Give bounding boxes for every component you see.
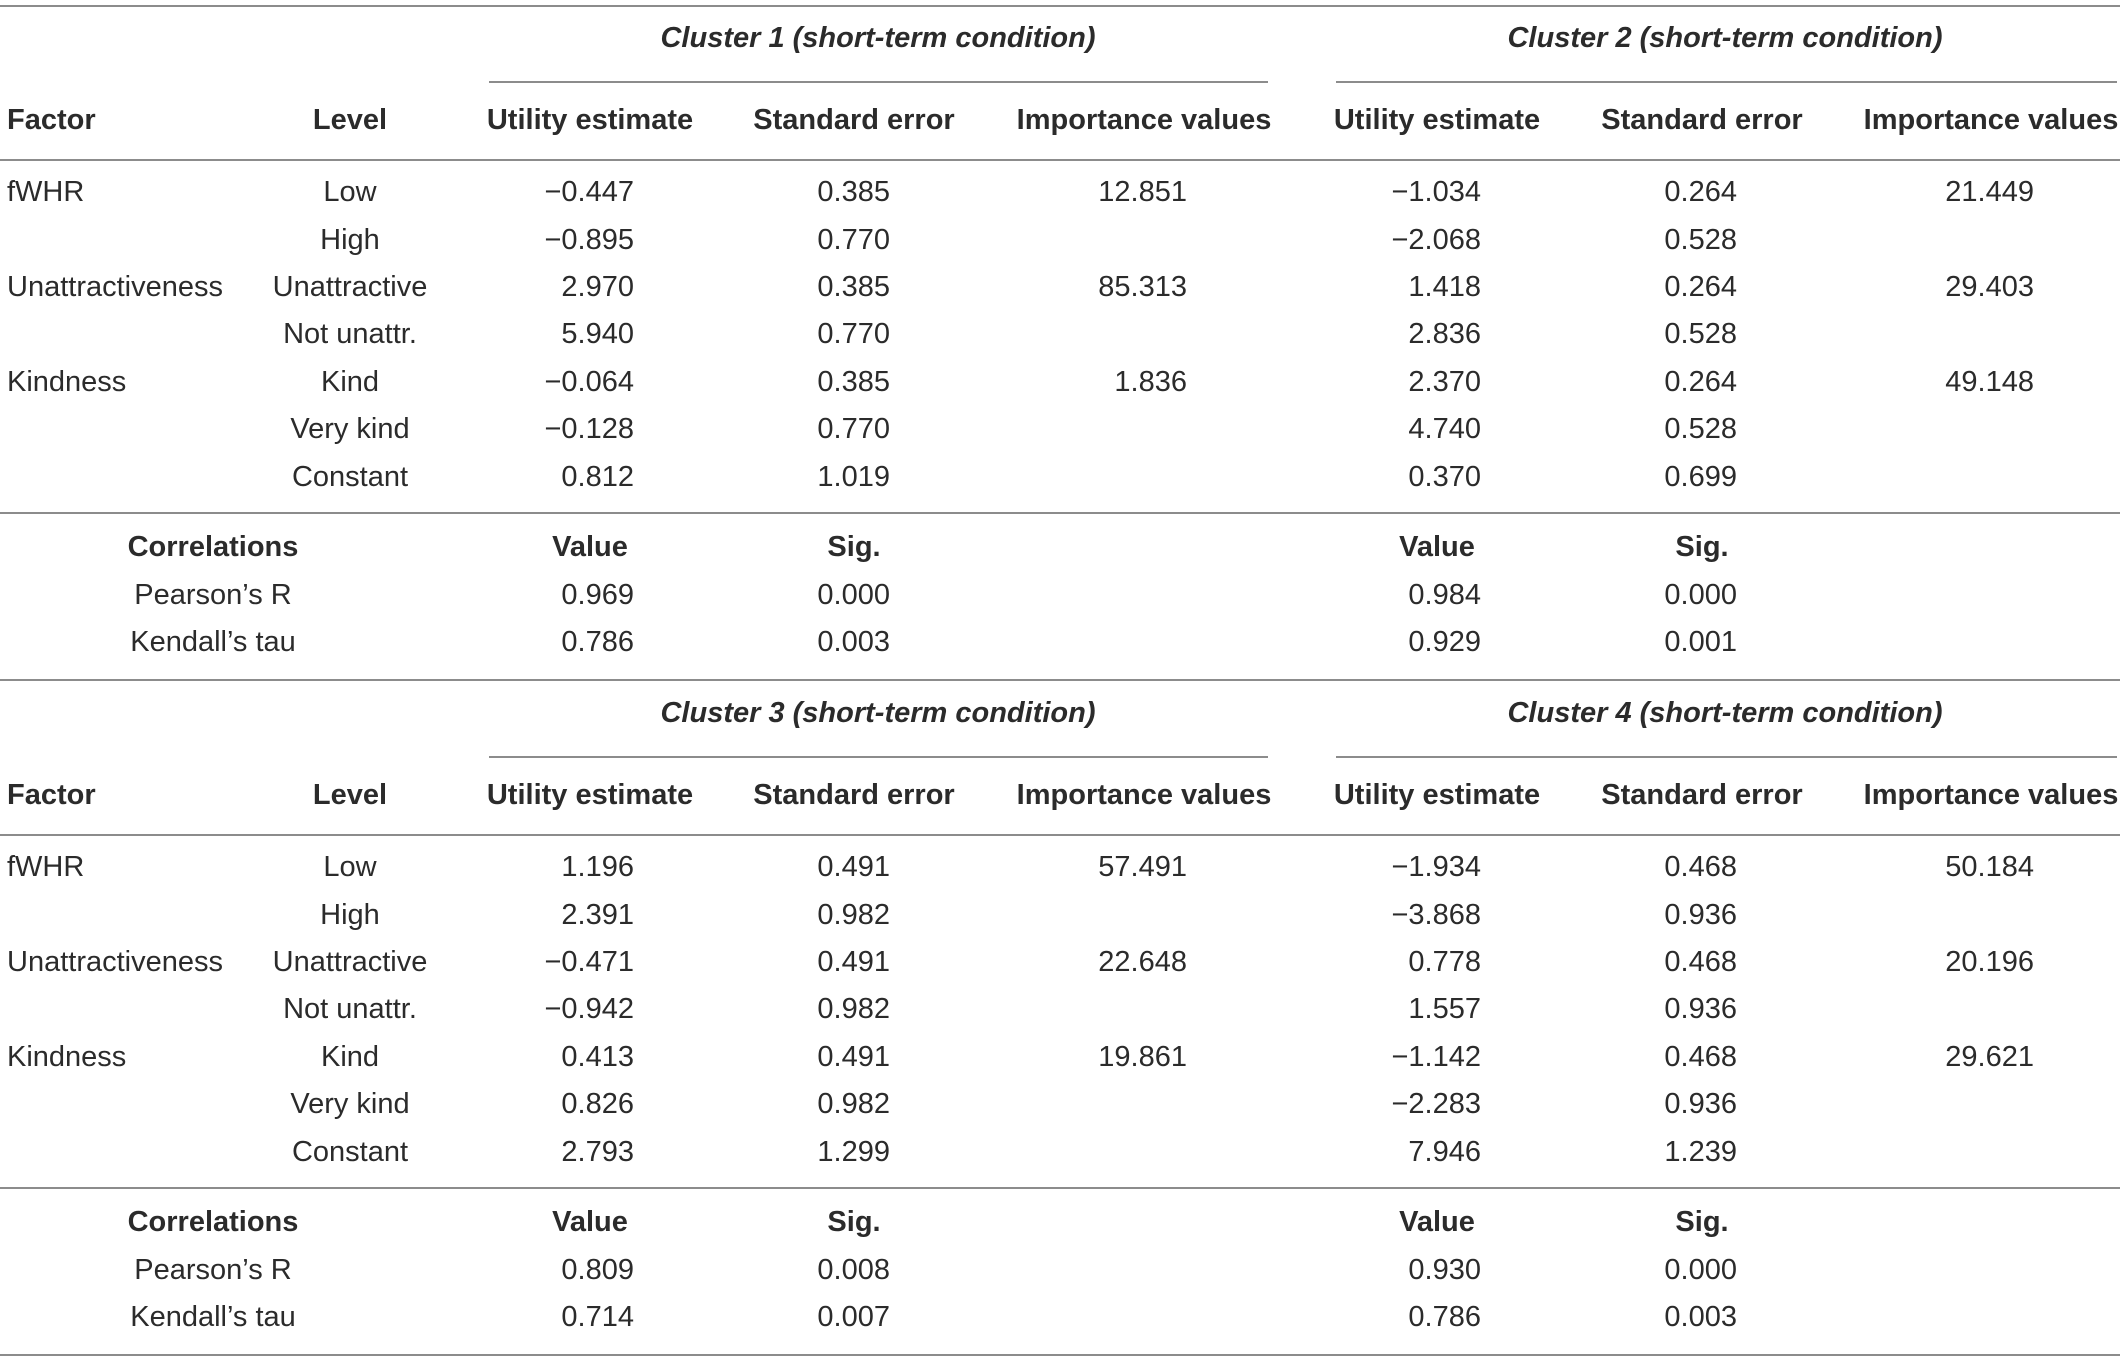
- factor-label: fWHR: [7, 851, 85, 883]
- level-label: Very kind: [290, 1088, 410, 1120]
- block-end-rule: [0, 679, 2120, 681]
- utility-value: 1.196: [561, 851, 634, 883]
- utility-value: 2.793: [561, 1136, 634, 1168]
- level-label: Kind: [320, 1041, 380, 1073]
- utility-value: −0.447: [544, 176, 634, 208]
- stderr-value: 1.239: [1664, 1136, 1737, 1168]
- header-level: Level: [312, 104, 388, 136]
- corr-sig-header: Sig.: [827, 531, 881, 563]
- stderr-value: 0.491: [817, 1041, 890, 1073]
- level-label: Not unattr.: [283, 993, 417, 1025]
- cluster-underline-right: [1336, 756, 2117, 758]
- stderr-value: 0.770: [817, 224, 890, 256]
- stderr-value: 0.936: [1664, 899, 1737, 931]
- correlation-name: Kendall’s tau: [130, 626, 296, 658]
- stderr-value: 0.385: [817, 366, 890, 398]
- stderr-value: 0.264: [1664, 271, 1737, 303]
- stderr-value: 0.491: [817, 851, 890, 883]
- importance-value: 50.184: [1945, 851, 2034, 883]
- corr-value: 0.809: [561, 1254, 634, 1286]
- level-label: High: [320, 899, 380, 931]
- correlations-rule: [0, 1187, 2120, 1189]
- header-utility: Utility estimate: [486, 104, 694, 136]
- corr-sig-header: Sig.: [1675, 1206, 1729, 1238]
- stderr-value: 0.264: [1664, 176, 1737, 208]
- utility-value: 4.740: [1408, 413, 1481, 445]
- level-label: Not unattr.: [283, 318, 417, 350]
- importance-value: 85.313: [1098, 271, 1187, 303]
- utility-value: 0.778: [1408, 946, 1481, 978]
- header-importance: Importance values: [1863, 779, 2119, 811]
- level-label: Very kind: [290, 413, 410, 445]
- utility-value: 7.946: [1408, 1136, 1481, 1168]
- utility-value: 1.418: [1408, 271, 1481, 303]
- utility-value: 2.391: [561, 899, 634, 931]
- utility-value: −0.064: [544, 366, 634, 398]
- importance-value: 49.148: [1945, 366, 2034, 398]
- utility-value: −1.034: [1391, 176, 1481, 208]
- header-factor: Factor: [7, 779, 96, 811]
- utility-value: 1.557: [1408, 993, 1481, 1025]
- importance-value: 20.196: [1945, 946, 2034, 978]
- block-end-rule: [0, 1354, 2120, 1356]
- stderr-value: 0.468: [1664, 851, 1737, 883]
- factor-label: fWHR: [7, 176, 85, 208]
- utility-value: 2.370: [1408, 366, 1481, 398]
- corr-value-header: Value: [552, 1206, 628, 1238]
- corr-value-header: Value: [552, 531, 628, 563]
- corr-sig: 0.008: [817, 1254, 890, 1286]
- stderr-value: 0.385: [817, 271, 890, 303]
- importance-value: 22.648: [1098, 946, 1187, 978]
- header-importance: Importance values: [1016, 104, 1272, 136]
- cluster-underline-right: [1336, 81, 2117, 83]
- utility-value: −3.868: [1391, 899, 1481, 931]
- stderr-value: 0.936: [1664, 993, 1737, 1025]
- corr-value: 0.930: [1408, 1254, 1481, 1286]
- level-label: Kind: [320, 366, 380, 398]
- utility-value: 2.970: [561, 271, 634, 303]
- cluster-underline-left: [489, 756, 1268, 758]
- stderr-value: 0.468: [1664, 946, 1737, 978]
- stderr-value: 0.699: [1664, 461, 1737, 493]
- stderr-value: 0.982: [817, 1088, 890, 1120]
- utility-value: 2.836: [1408, 318, 1481, 350]
- level-label: Constant: [291, 1136, 409, 1168]
- header-importance: Importance values: [1016, 779, 1272, 811]
- corr-value: 0.984: [1408, 579, 1481, 611]
- stderr-value: 1.299: [817, 1136, 890, 1168]
- header-utility: Utility estimate: [1333, 104, 1541, 136]
- stderr-value: 0.264: [1664, 366, 1737, 398]
- utility-value: −0.128: [544, 413, 634, 445]
- utility-value: −2.068: [1391, 224, 1481, 256]
- stderr-value: 0.770: [817, 413, 890, 445]
- utility-value: −1.934: [1391, 851, 1481, 883]
- stderr-value: 0.491: [817, 946, 890, 978]
- level-label: High: [320, 224, 380, 256]
- corr-value: 0.786: [561, 626, 634, 658]
- corr-sig: 0.001: [1664, 626, 1737, 658]
- importance-value: 29.621: [1945, 1041, 2034, 1073]
- stderr-value: 0.982: [817, 899, 890, 931]
- utility-value: 0.826: [561, 1088, 634, 1120]
- header-utility: Utility estimate: [486, 779, 694, 811]
- correlation-name: Pearson’s R: [134, 579, 292, 611]
- importance-value: 21.449: [1945, 176, 2034, 208]
- level-label: Unattractive: [272, 271, 428, 303]
- factor-label: Unattractiveness: [7, 946, 223, 978]
- utility-value: −0.942: [544, 993, 634, 1025]
- corr-sig-header: Sig.: [1675, 531, 1729, 563]
- header-stderr: Standard error: [1601, 104, 1803, 136]
- header-utility: Utility estimate: [1333, 779, 1541, 811]
- cluster-title-right: Cluster 4 (short-term condition): [1507, 697, 1943, 729]
- utility-value: −0.895: [544, 224, 634, 256]
- stderr-value: 0.528: [1664, 318, 1737, 350]
- level-label: Constant: [291, 461, 409, 493]
- header-rule: [0, 834, 2120, 836]
- corr-value: 0.714: [561, 1301, 634, 1333]
- utility-value: 0.370: [1408, 461, 1481, 493]
- corr-value-header: Value: [1399, 1206, 1475, 1238]
- correlation-name: Pearson’s R: [134, 1254, 292, 1286]
- utility-value: −0.471: [544, 946, 634, 978]
- stderr-value: 0.528: [1664, 224, 1737, 256]
- correlations-rule: [0, 512, 2120, 514]
- importance-value: 1.836: [1114, 366, 1187, 398]
- utility-value: 0.812: [561, 461, 634, 493]
- header-stderr: Standard error: [753, 104, 955, 136]
- level-label: Low: [323, 851, 377, 883]
- corr-sig: 0.000: [1664, 1254, 1737, 1286]
- stderr-value: 1.019: [817, 461, 890, 493]
- header-factor: Factor: [7, 104, 96, 136]
- cluster-underline-left: [489, 81, 1268, 83]
- level-label: Low: [323, 176, 377, 208]
- stderr-value: 0.385: [817, 176, 890, 208]
- corr-value: 0.786: [1408, 1301, 1481, 1333]
- stderr-value: 0.982: [817, 993, 890, 1025]
- importance-value: 12.851: [1098, 176, 1187, 208]
- cluster-title-left: Cluster 1 (short-term condition): [660, 22, 1096, 54]
- header-importance: Importance values: [1863, 104, 2119, 136]
- importance-value: 19.861: [1098, 1041, 1187, 1073]
- top-rule: [0, 5, 2120, 7]
- corr-value: 0.929: [1408, 626, 1481, 658]
- stderr-value: 0.770: [817, 318, 890, 350]
- cluster-title-right: Cluster 2 (short-term condition): [1507, 22, 1943, 54]
- utility-value: 5.940: [561, 318, 634, 350]
- stderr-value: 0.468: [1664, 1041, 1737, 1073]
- header-stderr: Standard error: [753, 779, 955, 811]
- factor-label: Kindness: [7, 1041, 127, 1073]
- corr-sig: 0.000: [1664, 579, 1737, 611]
- level-label: Unattractive: [272, 946, 428, 978]
- utility-value: −2.283: [1391, 1088, 1481, 1120]
- header-level: Level: [312, 779, 388, 811]
- factor-label: Unattractiveness: [7, 271, 223, 303]
- corr-sig: 0.003: [1664, 1301, 1737, 1333]
- corr-value: 0.969: [561, 579, 634, 611]
- header-rule: [0, 159, 2120, 161]
- corr-sig: 0.000: [817, 579, 890, 611]
- stderr-value: 0.936: [1664, 1088, 1737, 1120]
- corr-sig: 0.007: [817, 1301, 890, 1333]
- corr-sig-header: Sig.: [827, 1206, 881, 1238]
- importance-value: 57.491: [1098, 851, 1187, 883]
- utility-value: −1.142: [1391, 1041, 1481, 1073]
- stderr-value: 0.528: [1664, 413, 1737, 445]
- corr-value-header: Value: [1399, 531, 1475, 563]
- importance-value: 29.403: [1945, 271, 2034, 303]
- cluster-title-left: Cluster 3 (short-term condition): [660, 697, 1096, 729]
- correlations-title: Correlations: [127, 531, 299, 563]
- factor-label: Kindness: [7, 366, 127, 398]
- header-stderr: Standard error: [1601, 779, 1803, 811]
- correlation-name: Kendall’s tau: [130, 1301, 296, 1333]
- corr-sig: 0.003: [817, 626, 890, 658]
- correlations-title: Correlations: [127, 1206, 299, 1238]
- utility-value: 0.413: [561, 1041, 634, 1073]
